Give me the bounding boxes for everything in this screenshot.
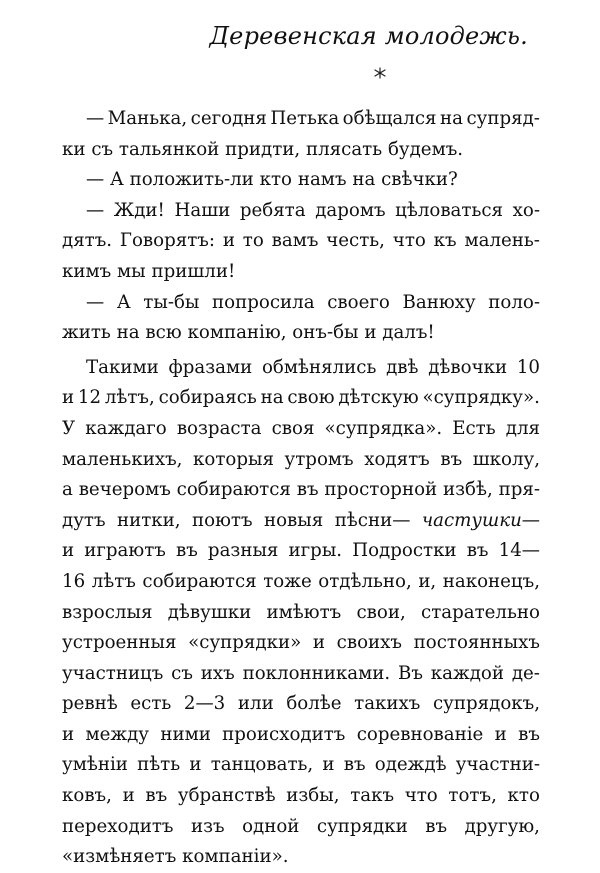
word: одной <box>242 815 300 837</box>
word: тальянкой <box>118 138 220 160</box>
word: компанію, <box>187 322 287 344</box>
word: придти, <box>225 138 301 160</box>
word: и <box>322 754 335 776</box>
word: тоже <box>263 570 312 592</box>
word: — <box>86 199 105 221</box>
word: собираются <box>142 570 257 592</box>
word: «супрядку». <box>422 387 540 409</box>
word: собираясь <box>158 387 257 409</box>
word: а <box>62 479 73 501</box>
word: обмѣнялись <box>261 356 377 378</box>
word: и <box>364 322 377 344</box>
word: кто <box>507 785 540 807</box>
word: имѣютъ <box>266 601 342 623</box>
word: Такими <box>86 356 159 378</box>
word: У <box>62 417 76 439</box>
word: и <box>62 387 75 409</box>
word: и <box>494 723 507 745</box>
word: взрослыя <box>62 601 153 623</box>
word: каждой <box>430 662 504 684</box>
word: цѣловаться <box>395 199 504 221</box>
word: дѣвочки <box>428 356 508 378</box>
text-line <box>62 567 540 598</box>
word: такихъ <box>354 693 421 715</box>
text-line <box>62 750 540 781</box>
word: хо- <box>512 199 540 221</box>
word: свѣчки? <box>381 169 458 191</box>
word: пѣть <box>137 754 181 776</box>
text-line <box>62 318 540 349</box>
word: одеждѣ <box>374 754 447 776</box>
word: лѣтъ, <box>104 387 155 409</box>
text-line <box>62 842 540 873</box>
word: танцовать, <box>210 754 314 776</box>
paragraph <box>62 349 540 873</box>
word: участни- <box>455 754 540 776</box>
text-line <box>62 104 540 135</box>
text-line <box>62 812 540 843</box>
text-line <box>62 689 540 720</box>
word: поло- <box>488 291 540 313</box>
word: Есть <box>452 417 496 439</box>
word: и <box>312 632 326 654</box>
word: — <box>86 291 105 313</box>
word: въ <box>175 540 198 562</box>
word: собираются <box>176 479 291 501</box>
word: дутъ <box>62 509 106 531</box>
word: къ <box>433 230 457 252</box>
word: пришли! <box>151 260 236 282</box>
word: поютъ <box>192 509 253 531</box>
word: разныя <box>207 540 279 562</box>
word: ревнѣ <box>62 693 118 715</box>
word: фразами <box>168 356 253 378</box>
word: въ <box>466 540 489 562</box>
word: на <box>260 387 284 409</box>
word: ихъ <box>200 662 235 684</box>
word: соревнованіе <box>356 723 484 745</box>
word: Говорятъ: <box>119 230 215 252</box>
word: Подростки <box>352 540 457 562</box>
word: двѣ <box>386 356 419 378</box>
word: малень- <box>464 230 540 252</box>
word: жить <box>62 322 111 344</box>
word: участницъ <box>62 662 164 684</box>
text-line <box>62 383 540 414</box>
word: игры. <box>288 540 343 562</box>
text-line <box>62 257 540 288</box>
word: новыя <box>263 509 324 531</box>
word: въ <box>425 815 448 837</box>
word: такъ <box>350 785 395 807</box>
word: Наши <box>174 199 231 221</box>
text-line <box>62 598 540 629</box>
word: — <box>86 169 105 191</box>
word: въ <box>518 723 540 745</box>
word: вечеромъ <box>78 479 171 501</box>
word: въ <box>440 448 463 470</box>
word: супрядки <box>316 815 408 837</box>
word: плясать <box>305 138 383 160</box>
word: которыя <box>193 448 274 470</box>
text-line <box>62 445 540 476</box>
paragraph <box>62 196 540 288</box>
word: частушки— <box>421 509 540 531</box>
word: будемъ. <box>387 138 464 160</box>
word: старательно <box>421 601 540 623</box>
word: дятъ. <box>62 230 113 252</box>
word: 14— <box>498 540 540 562</box>
word: пѣсни— <box>334 509 411 531</box>
word: 2—3 <box>183 693 226 715</box>
word: ковъ, <box>62 785 112 807</box>
word: въ <box>343 754 366 776</box>
text-line <box>62 288 540 319</box>
text-line <box>62 659 540 690</box>
word: и <box>62 723 75 745</box>
text-line <box>62 165 540 196</box>
word: школу, <box>472 448 540 470</box>
paragraph <box>62 104 540 165</box>
word: 10 <box>516 356 540 378</box>
word: и <box>222 230 235 252</box>
word: Жди! <box>113 199 165 221</box>
word: просторной <box>324 479 438 501</box>
word: каждаго <box>85 417 167 439</box>
word: даромъ <box>315 199 386 221</box>
text-line <box>62 414 540 445</box>
word: 12 <box>77 387 102 409</box>
word: ты-бы <box>143 291 200 313</box>
word: съ <box>91 138 114 160</box>
word: для <box>505 417 540 439</box>
word: что <box>404 785 438 807</box>
word: положить-ли <box>129 169 254 191</box>
word: другую, <box>464 815 540 837</box>
word: есть <box>130 693 172 715</box>
word: между <box>85 723 149 745</box>
word: и <box>62 540 75 562</box>
word: на <box>439 108 463 129</box>
word: своихъ <box>336 632 402 654</box>
word: на <box>352 169 376 191</box>
word: «супрядка». <box>324 417 443 439</box>
word: А <box>116 291 131 313</box>
word: и <box>122 785 135 807</box>
word: онъ-бы <box>292 322 359 344</box>
word: возраста <box>176 417 262 439</box>
word: съ <box>171 662 193 684</box>
word: дѣтскую <box>338 387 419 409</box>
word: ходятъ <box>364 448 430 470</box>
word: устроенныя <box>62 632 177 654</box>
word: попросила <box>212 291 315 313</box>
text-line <box>62 781 540 812</box>
word: ки <box>62 138 86 160</box>
text-line <box>62 506 540 537</box>
page-title: Деревенская молодежь. <box>209 22 528 50</box>
word: играютъ <box>84 540 166 562</box>
word: Ванюху <box>402 291 476 313</box>
word: супрядокъ, <box>433 693 540 715</box>
word: болѣе <box>286 693 342 715</box>
word: супряд- <box>466 108 540 129</box>
word: утромъ <box>284 448 354 470</box>
word: убранствѣ <box>177 785 276 807</box>
word: въ <box>145 785 168 807</box>
word: на <box>116 322 140 344</box>
text-line <box>62 226 540 257</box>
word: Петька <box>270 108 340 129</box>
word: А <box>110 169 124 191</box>
word: переходитъ <box>62 815 174 837</box>
word: 16 <box>62 570 86 592</box>
paragraph <box>62 288 540 349</box>
word: въ <box>296 479 319 501</box>
word: де- <box>511 662 540 684</box>
word: и <box>189 754 202 776</box>
word: то <box>242 230 264 252</box>
word: свои, <box>356 601 406 623</box>
word: происходитъ <box>222 723 346 745</box>
text-line <box>62 135 540 166</box>
word: ними <box>160 723 211 745</box>
word: всю <box>145 322 182 344</box>
text-line <box>62 628 540 659</box>
word: поклонниками. <box>242 662 391 684</box>
word: сегодня <box>190 108 267 129</box>
word: кимъ <box>62 260 112 282</box>
text-line <box>62 196 540 227</box>
word: тотъ, <box>448 785 497 807</box>
word: ребята <box>239 199 306 221</box>
body-text <box>62 104 540 873</box>
word: — <box>86 108 105 129</box>
word: «супрядки» <box>188 632 302 654</box>
word: мы <box>117 260 146 282</box>
word: компаніи». <box>182 846 289 868</box>
word: честь, <box>326 230 385 252</box>
word: Манька, <box>107 108 188 129</box>
word: маленькихъ, <box>62 448 183 470</box>
word: избѣ, <box>442 479 493 501</box>
paragraph <box>62 165 540 196</box>
text-line <box>62 720 540 751</box>
word: Въ <box>398 662 423 684</box>
word: нитки, <box>116 509 181 531</box>
word: постоянныхъ <box>413 632 540 654</box>
word: своя <box>271 417 315 439</box>
word: кто <box>259 169 293 191</box>
text-line <box>62 353 540 384</box>
word: наконецъ, <box>442 570 540 592</box>
word: вамъ <box>271 230 319 252</box>
word: и, <box>418 570 437 592</box>
word: дѣвушки <box>167 601 252 623</box>
word: избы, <box>286 785 340 807</box>
word: что <box>392 230 426 252</box>
word: намъ <box>297 169 347 191</box>
word: изъ <box>190 815 225 837</box>
text-line <box>62 475 540 506</box>
word: лѣтъ <box>91 570 136 592</box>
word: умѣніи <box>62 754 128 776</box>
word: пря- <box>498 479 540 501</box>
word: или <box>237 693 274 715</box>
word: отдѣльно, <box>318 570 412 592</box>
word: обѣщался <box>342 108 437 129</box>
word: «измѣняетъ <box>62 846 177 868</box>
text-line <box>62 536 540 567</box>
word: своего <box>327 291 390 313</box>
asterism-ornament-icon <box>372 66 388 80</box>
word: далъ! <box>382 322 435 344</box>
word: свою <box>287 387 335 409</box>
